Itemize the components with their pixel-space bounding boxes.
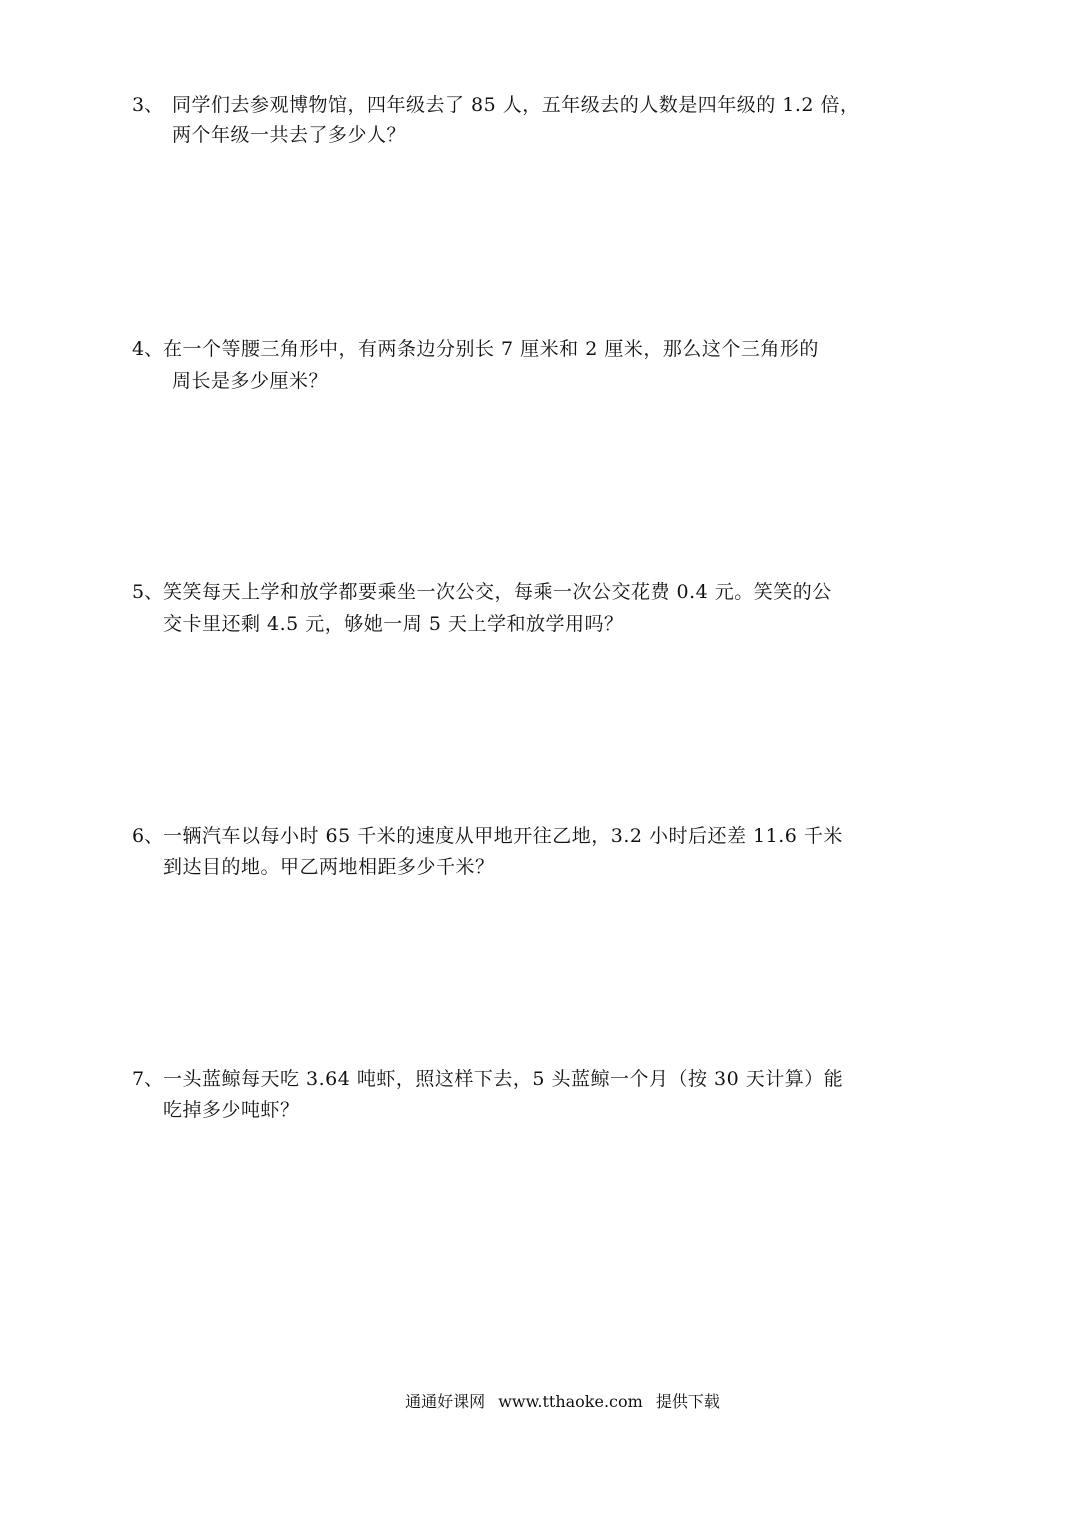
question-number: 5、 <box>132 581 164 603</box>
footer-url-link[interactable]: www.tthaoke.com <box>498 1392 643 1411</box>
question-text-line-1: 一头蓝鲸每天吃 3.64 吨虾，照这样下去，5 头蓝鲸一个月（按 30 天计算）能 <box>163 1068 844 1090</box>
page-footer <box>0 1390 1075 1414</box>
question-text-line-1: 在一个等腰三角形中，有两条边分别长 7 厘米和 2 厘米，那么这个三角形的 <box>163 338 819 360</box>
question-text-line-2: 交卡里还剩 4.5 元，够她一周 5 天上学和放学用吗？ <box>163 613 624 635</box>
question-text-line-2: 两个年级一共去了多少人？ <box>172 124 407 146</box>
question-text-line-1: 笑笑每天上学和放学都要乘坐一次公交，每乘一次公交花费 0.4 元。笑笑的公 <box>163 581 832 603</box>
question-text-line-2: 到达目的地。甲乙两地相距多少千米？ <box>163 856 495 878</box>
question-text-line-1: 同学们去参观博物馆，四年级去了 85 人，五年级去的人数是四年级的 1.2 倍， <box>172 94 860 116</box>
footer-site-name: 通通好课网 <box>405 1392 486 1411</box>
footer-suffix: 提供下载 <box>655 1392 720 1411</box>
question-number: 3、 <box>132 94 164 116</box>
question-number: 7、 <box>132 1068 164 1090</box>
question-number: 4、 <box>132 338 164 360</box>
question-text-line-2: 周长是多少厘米？ <box>172 370 329 392</box>
question-number: 6、 <box>132 825 164 847</box>
question-text-line-1: 一辆汽车以每小时 65 千米的速度从甲地开往乙地，3.2 小时后还差 11.6 千米 <box>163 825 843 847</box>
question-text-line-2: 吃掉多少吨虾？ <box>163 1099 300 1121</box>
